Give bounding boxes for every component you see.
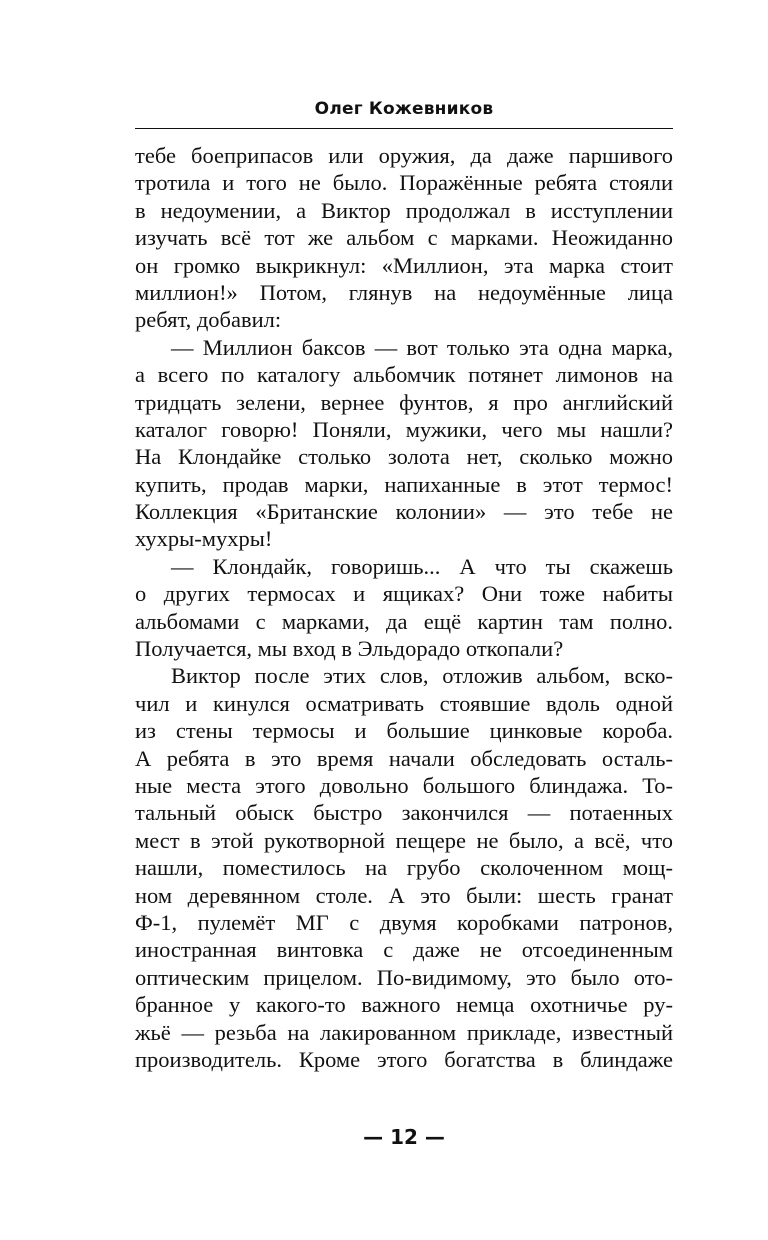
text-line: ном деревянном столе. А это были: шесть гранат — [135, 882, 673, 908]
text-line: иностранная винтовка с даже не отсоединенным — [135, 937, 673, 963]
text-line: мест в этой рукотворной пещере не было, а всё, что — [135, 827, 673, 853]
text-line: Получается, мы вход в Эльдорадо откопали? — [135, 636, 564, 662]
text-line: Ф-1, пулемёт МГ с двумя коробками патронов, — [135, 909, 673, 935]
text-line: тридцать зелени, вернее фунтов, я про английский — [135, 389, 673, 415]
text-line: тебе боеприпасов или оружия, да даже паршивого — [135, 143, 673, 168]
text-line: купить, продав марки, напиханные в этот термос! — [135, 471, 673, 497]
text-line: производитель. Кроме этого богатства в блиндаже — [135, 1046, 673, 1072]
text-line: ные места этого довольно большого блиндажа. То- — [135, 772, 673, 798]
running-head-author: Олег Кожевников — [314, 99, 494, 119]
text-line: каталог говорю! Поняли, мужики, чего мы нашли? — [135, 416, 673, 442]
text-line: Коллекция «Британские колонии» — это тебе не — [135, 499, 673, 525]
page-number: — 12 — — [363, 1125, 445, 1149]
text-line: изучать всё тот же альбом с марками. Неожиданно — [135, 225, 673, 251]
text-line: хухры-мухры! — [135, 526, 273, 552]
body-text — [135, 142, 673, 1073]
text-line: миллион!» Потом, глянув на недоумённые лица — [135, 279, 673, 305]
text-line: ребят, добавил: — [135, 307, 282, 333]
text-line: оптическим прицелом. По-видимому, это было ото- — [135, 964, 673, 990]
text-line: о других термосах и ящиках? Они тоже набиты — [135, 581, 673, 607]
text-line: — Миллион баксов — вот только эта одна марка, — [171, 334, 673, 360]
text-line: нашли, поместилось на грубо сколоченном мощ- — [135, 855, 673, 881]
text-line: тротила и того не было. Поражённые ребята стояли — [135, 170, 673, 196]
text-line: бранное у какого-то важного немца охотничье ру- — [135, 992, 673, 1018]
header-rule — [135, 128, 673, 129]
text-line: чил и кинулся осматривать стоявшие вдоль одной — [135, 690, 673, 716]
text-line: альбомами с марками, да ещё картин там полно. — [135, 608, 673, 634]
text-line: из стены термосы и большие цинковые короба. — [135, 718, 673, 744]
text-line: в недоумении, а Виктор продолжал в исступлении — [135, 197, 673, 223]
text-line: он громко выкрикнул: «Миллион, эта марка стоит — [135, 252, 673, 278]
text-line: тальный обыск быстро закончился — потаенных — [135, 800, 673, 826]
text-line: Виктор после этих слов, отложив альбом, вско- — [171, 663, 673, 689]
text-line: жьё — резьба на лакированном прикладе, известный — [135, 1019, 673, 1045]
text-line: — Клондайк, говоришь... А что ты скажешь — [171, 553, 673, 579]
text-line: А ребята в это время начали обследовать осталь- — [135, 745, 673, 771]
text-line: а всего по каталогу альбомчик потянет лимонов на — [135, 362, 673, 388]
text-line: На Клондайке столько золота нет, сколько можно — [135, 444, 673, 470]
